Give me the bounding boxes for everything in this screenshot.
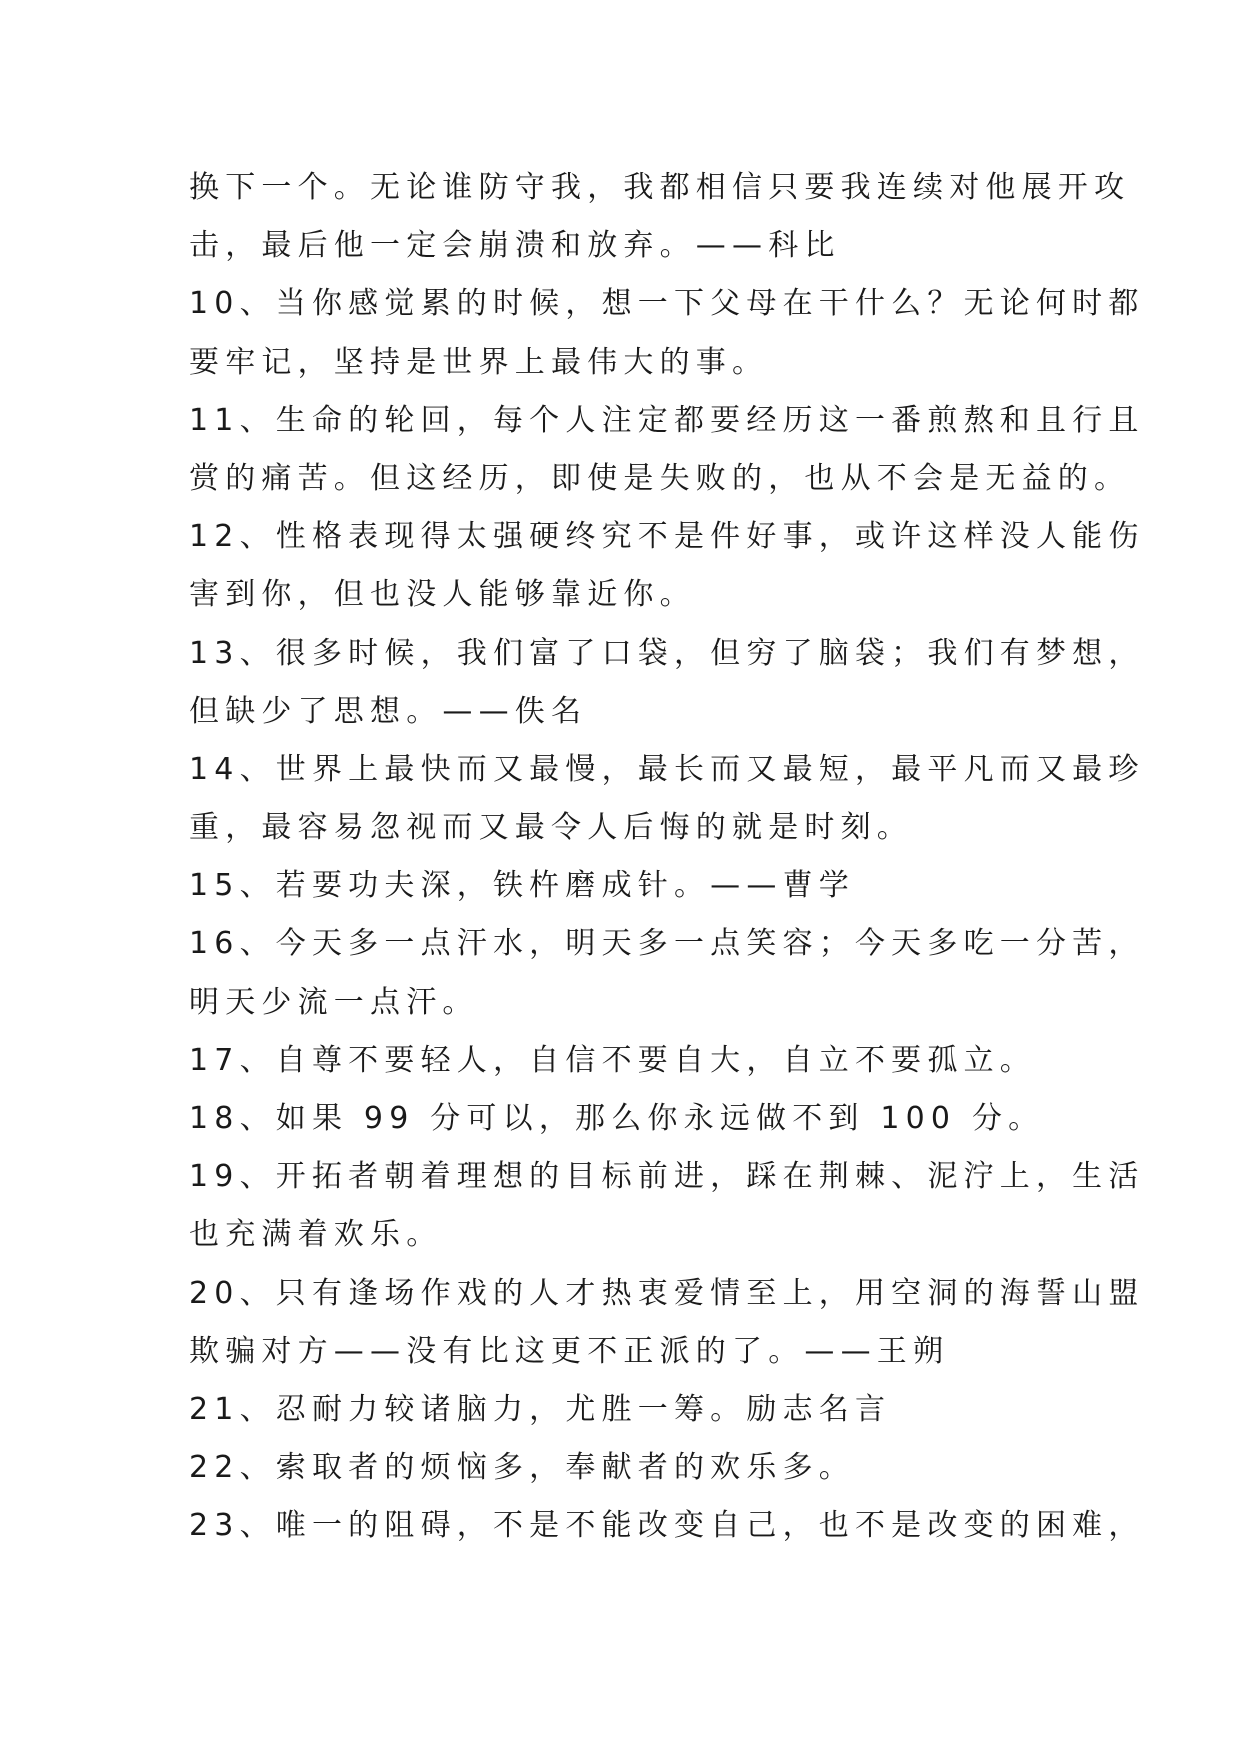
text-line: 17、自尊不要轻人，自信不要自大，自立不要孤立。 <box>189 1042 1036 1078</box>
text-line: 22、索取者的烦恼多，奉献者的欢乐多。 <box>189 1450 855 1486</box>
text-line: 16、今天多一点汗水，明天多一点笑容；今天多吃一分苦， <box>189 926 1145 962</box>
text-line: 18、如果 99 分可以，那么你永远做不到 100 分。 <box>189 1101 1045 1136</box>
text-line: 换下一个。无论谁防守我，我都相信只要我连续对他展开攻 <box>189 170 1131 205</box>
text-line: 20、只有逢场作戏的人才热衷爱情至上，用空洞的海誓山盟 <box>189 1275 1145 1311</box>
text-line: 15、若要功夫深，铁杵磨成针。——曹学 <box>189 868 855 904</box>
text-line: 但缺少了思想。——佚名 <box>189 693 588 729</box>
text-line: 击，最后他一定会崩溃和放弃。——科比 <box>189 228 841 264</box>
text-line: 赏的痛苦。但这经历，即使是失败的，也从不会是无益的。 <box>189 460 1131 496</box>
text-line: 10、当你感觉累的时候，想一下父母在干什么？无论何时都 <box>189 286 1145 322</box>
text-line: 21、忍耐力较诸脑力，尤胜一筹。励志名言 <box>189 1391 892 1427</box>
text-line: 要牢记，坚持是世界上最伟大的事。 <box>189 344 769 380</box>
document-body <box>189 159 1145 1556</box>
text-line: 明天少流一点汗。 <box>189 984 479 1020</box>
text-line: 19、开拓者朝着理想的目标前进，踩在荆棘、泥泞上，生活 <box>189 1159 1145 1195</box>
text-line: 害到你，但也没人能够靠近你。 <box>189 577 696 613</box>
text-line: 也充满着欢乐。 <box>189 1217 443 1253</box>
text-line: 13、很多时候，我们富了口袋，但穷了脑袋；我们有梦想， <box>189 635 1145 671</box>
text-line: 14、世界上最快而又最慢，最长而又最短，最平凡而又最珍 <box>189 751 1145 787</box>
text-line: 23、唯一的阻碍，不是不能改变自己，也不是改变的困难， <box>189 1508 1145 1544</box>
text-line: 11、生命的轮回，每个人注定都要经历这一番煎熬和且行且 <box>189 402 1145 438</box>
text-line: 重，最容易忽视而又最令人后悔的就是时刻。 <box>189 810 913 846</box>
text-line: 欺骗对方——没有比这更不正派的了。——王朔 <box>189 1333 950 1369</box>
text-line: 12、性格表现得太强硬终究不是件好事，或许这样没人能伤 <box>189 519 1145 555</box>
